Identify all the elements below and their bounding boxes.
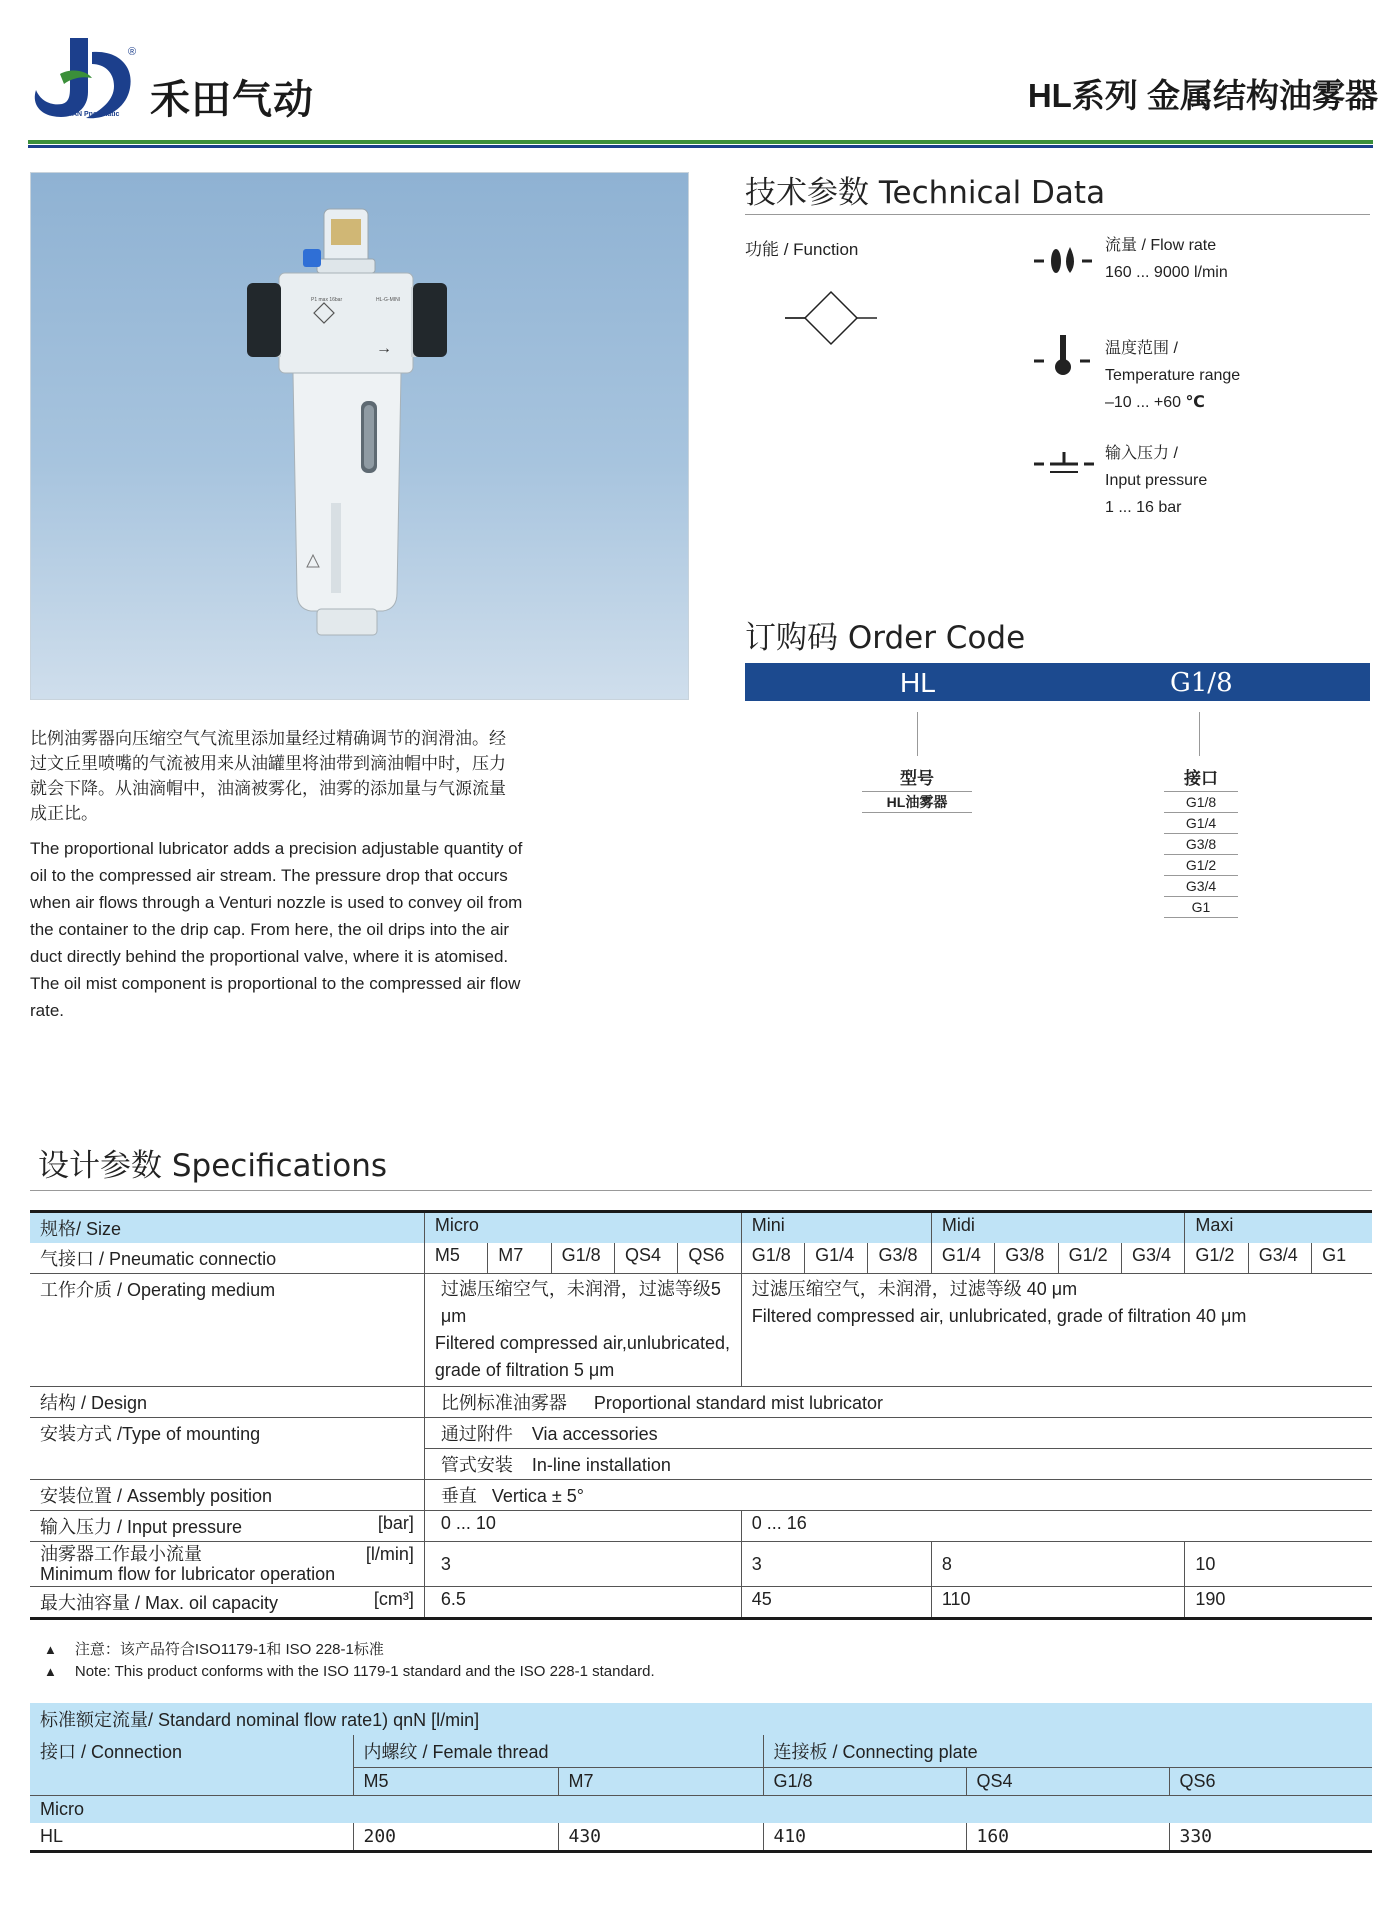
pressure-label: 输入压力 / Input pressure [40, 1517, 243, 1537]
flow-value: 430 [558, 1823, 763, 1852]
temperature-value-line [1105, 389, 1205, 416]
order-code-port-item: G3/4 [1164, 876, 1238, 897]
flow-value: 410 [763, 1823, 966, 1852]
port-cell: G3/8 [995, 1243, 1058, 1274]
brand-subtitle: HETIAN Pneumatic [56, 111, 120, 118]
minflow-midi: 8 [931, 1542, 1185, 1587]
pressure-other: 0 ... 16 [741, 1511, 1372, 1542]
order-code-bar [745, 663, 1370, 701]
flow-micro-row [30, 1796, 1372, 1824]
mounting-cell-1 [424, 1418, 1372, 1449]
order-code-port-item: G1/2 [1164, 855, 1238, 876]
oil-midi: 110 [931, 1587, 1185, 1619]
order-code-port-head: 接口 [1164, 764, 1238, 792]
temperature-unit: ℃ [1185, 394, 1205, 411]
port-cell: G3/4 [1248, 1243, 1311, 1274]
order-code-model-head: 型号 [862, 764, 972, 792]
spec-design-row [30, 1387, 1372, 1418]
order-code-port: G1/8 [1170, 668, 1233, 698]
minflow-maxi: 10 [1185, 1542, 1372, 1587]
flow-value: 330 [1169, 1823, 1372, 1852]
order-code-model-column [862, 764, 972, 813]
pressure-unit: [bar] [377, 1513, 414, 1533]
port-cell: G3/8 [868, 1243, 931, 1274]
port-cell: M5 [424, 1243, 487, 1274]
mounting-cell-2 [424, 1449, 1372, 1480]
flow-group-micro: Micro [30, 1796, 1372, 1824]
order-code-port-column [1164, 764, 1238, 918]
medium-other-cell [741, 1274, 1372, 1387]
minflow-mini: 3 [741, 1542, 931, 1587]
minflow-label-cell [30, 1542, 424, 1587]
spec-pressure-row [30, 1511, 1372, 1542]
spec-minflow-row [30, 1542, 1372, 1587]
port-cell: QS6 [678, 1243, 741, 1274]
flow-column-header: M5 [353, 1768, 558, 1796]
input-pressure-label-cn: 输入压力 / [1105, 445, 1178, 462]
flow-column-header: QS6 [1169, 1768, 1372, 1796]
medium-micro-en: Filtered compressed air,unlubricated, grade of filtration 5 μm [434, 1333, 730, 1380]
note-marker: ▲ [44, 1664, 57, 1679]
order-code-model: HL [900, 667, 936, 698]
header-divider-blue [28, 145, 1373, 148]
position-en: Vertica ± 5° [491, 1486, 584, 1506]
description-cn: 比例油雾器向压缩空气气流里添加量经过精确调节的润滑油。经过文丘里喷嘴的气流被用来从油罐里将油带到滴油帽中时，压力就会下降。从油滴帽中，油滴被雾化，油雾的添加量与气源流量成正比。 [30, 729, 506, 824]
flow-value: 200 [353, 1823, 558, 1852]
input-pressure-value: 1 ... 16 bar [1105, 499, 1182, 516]
position-cn: 垂直 [440, 1486, 477, 1506]
note-cn: 注意：该产品符合ISO1179-1和 ISO 228-1标准 [74, 1641, 384, 1658]
design-cell [424, 1387, 1372, 1418]
input-pressure-icon [1032, 448, 1096, 478]
order-code-heading: 订购码 Order Code [745, 620, 1026, 656]
medium-micro-cn: 过滤压缩空气，未润滑，过滤等级5 μm [440, 1279, 721, 1326]
size-midi: Midi [931, 1212, 1185, 1244]
port-cell: G1/4 [931, 1243, 994, 1274]
medium-label: 工作介质 / Operating medium [30, 1274, 424, 1387]
oil-label-cell [30, 1587, 424, 1619]
size-label: 规格/ Size [30, 1212, 424, 1244]
registered-mark: ® [128, 46, 137, 58]
brand-name: 禾田气动 [150, 78, 314, 122]
port-label: 气接口 / Pneumatic connectio [30, 1243, 424, 1274]
flow-rate-value: 160 ... 9000 l/min [1105, 264, 1228, 281]
port-cell: M7 [488, 1243, 551, 1274]
order-code-port-item: G1/8 [1164, 792, 1238, 813]
spec-medium-row [30, 1274, 1372, 1387]
flow-title-row [30, 1703, 1372, 1735]
flow-rate-table [30, 1703, 1372, 1853]
order-code-port-item: G1 [1164, 897, 1238, 918]
size-maxi: Maxi [1185, 1212, 1372, 1244]
female-thread-label: 内螺纹 / Female thread [353, 1735, 763, 1768]
oil-unit: [cm³] [373, 1589, 414, 1609]
port-cell: G1/4 [805, 1243, 868, 1274]
flow-column-header: QS4 [966, 1768, 1169, 1796]
flow-rate-icon [1032, 243, 1094, 279]
spec-size-row [30, 1212, 1372, 1244]
design-label: 结构 / Design [30, 1387, 424, 1418]
mounting-1-en: Via accessories [531, 1424, 658, 1444]
connecting-plate-label: 连接板 / Connecting plate [763, 1735, 1372, 1768]
oil-micro: 6.5 [424, 1587, 741, 1619]
flow-column-header: G1/8 [763, 1768, 966, 1796]
design-cn: 比例标准油雾器 [440, 1393, 567, 1413]
spec-table [30, 1210, 1372, 1620]
flow-group-row [30, 1735, 1372, 1768]
medium-micro-cell [424, 1274, 741, 1387]
flow-rate-label: 流量 / Flow rate [1105, 237, 1217, 254]
port-cell: G1/8 [551, 1243, 614, 1274]
note-cn-line [44, 1638, 384, 1659]
flow-arrow: → [376, 340, 392, 357]
order-code-port-item: G3/8 [1164, 834, 1238, 855]
order-code-model-item: HL油雾器 [862, 792, 972, 813]
medium-other-cn: 过滤压缩空气，未润滑，过滤等级 40 μm [751, 1279, 1078, 1299]
spec-position-row [30, 1480, 1372, 1511]
minflow-micro: 3 [424, 1542, 741, 1587]
series-title: HL系列 金属结构油雾器 [1027, 77, 1378, 114]
temperature-label-en: Temperature range [1105, 367, 1241, 384]
mounting-label: 安装方式 /Type of mounting [30, 1418, 424, 1480]
minflow-label-en: Minimum flow for lubricator operation [40, 1564, 336, 1584]
design-en: Proportional standard mist lubricator [593, 1393, 883, 1413]
pressure-label-cell [30, 1511, 424, 1542]
input-pressure-label-en: Input pressure [1105, 472, 1208, 489]
connection-label: 接口 / Connection [30, 1735, 353, 1796]
function-label: 功能 / Function [745, 240, 859, 259]
svg-text:P1 max 16bar: P1 max 16bar [311, 297, 343, 303]
specs-heading: 设计参数 Specifications [38, 1148, 388, 1184]
order-code-model-connector [917, 712, 918, 756]
lubricator-symbol-icon [785, 290, 877, 346]
spec-port-row [30, 1243, 1372, 1274]
flow-row-label: HL [30, 1823, 353, 1852]
minflow-label-cn: 油雾器工作最小流量 [40, 1544, 202, 1564]
order-code-port-connector [1199, 712, 1200, 756]
mounting-1-cn: 通过附件 [440, 1424, 513, 1444]
oil-mini: 45 [741, 1587, 931, 1619]
mounting-2-cn: 管式安装 [440, 1455, 513, 1475]
flow-column-header: M7 [558, 1768, 763, 1796]
note-en: Note: This product conforms with the ISO 1179-1 standard and the ISO 228-1 standard. [74, 1663, 655, 1680]
specs-rule [30, 1190, 1372, 1191]
port-cell: G3/4 [1121, 1243, 1184, 1274]
temperature-icon [1032, 333, 1094, 377]
size-mini: Mini [741, 1212, 931, 1244]
temperature-label-cn: 温度范围 / [1105, 340, 1178, 357]
port-cell: G1 [1312, 1243, 1372, 1274]
size-micro: Micro [424, 1212, 741, 1244]
flow-hl-row [30, 1823, 1372, 1852]
medium-other-en: Filtered compressed air, unlubricated, grade of filtration 40 μm [751, 1306, 1247, 1326]
port-cell: G1/2 [1058, 1243, 1121, 1274]
oil-maxi: 190 [1185, 1587, 1372, 1619]
temperature-value: –10 ... +60 [1105, 394, 1182, 411]
position-cell [424, 1480, 1372, 1511]
port-cell: G1/8 [741, 1243, 804, 1274]
position-label: 安装位置 / Assembly position [30, 1480, 424, 1511]
flow-value: 160 [966, 1823, 1169, 1852]
oil-label: 最大油容量 / Max. oil capacity [40, 1593, 279, 1613]
description-en: The proportional lubricator adds a precision adjustable quantity of oil to the compressed air stream. The pressure drop that occurs when air flows through a Venturi nozzle is used to convey oil from the container to the drip cap. From here, the oil drips into the air duct directly behind the proportional valve, where it is atomised. The oil mist component is proportional to the compressed air flow rate. [30, 839, 523, 1020]
tech-data-heading: 技术参数 Technical Data [745, 175, 1106, 211]
note-en-line [44, 1663, 655, 1680]
note-marker: ▲ [44, 1642, 57, 1657]
spec-mounting-row-1 [30, 1418, 1372, 1449]
port-cell: G1/2 [1185, 1243, 1248, 1274]
pressure-micro: 0 ... 10 [424, 1511, 741, 1542]
product-photo [30, 172, 689, 700]
minflow-unit: [l/min] [365, 1544, 414, 1564]
order-code-port-item: G1/4 [1164, 813, 1238, 834]
product-model-label: HL-G-MINI [376, 297, 401, 303]
tech-data-rule [745, 214, 1370, 215]
header-divider-green [28, 140, 1373, 144]
spec-oil-row [30, 1587, 1372, 1619]
port-cell: QS4 [614, 1243, 677, 1274]
flow-table-title: 标准额定流量/ Standard nominal flow rate1) qnN [l/min] [30, 1703, 1372, 1735]
lubricator-illustration [31, 173, 688, 699]
mounting-2-en: In-line installation [531, 1455, 671, 1475]
